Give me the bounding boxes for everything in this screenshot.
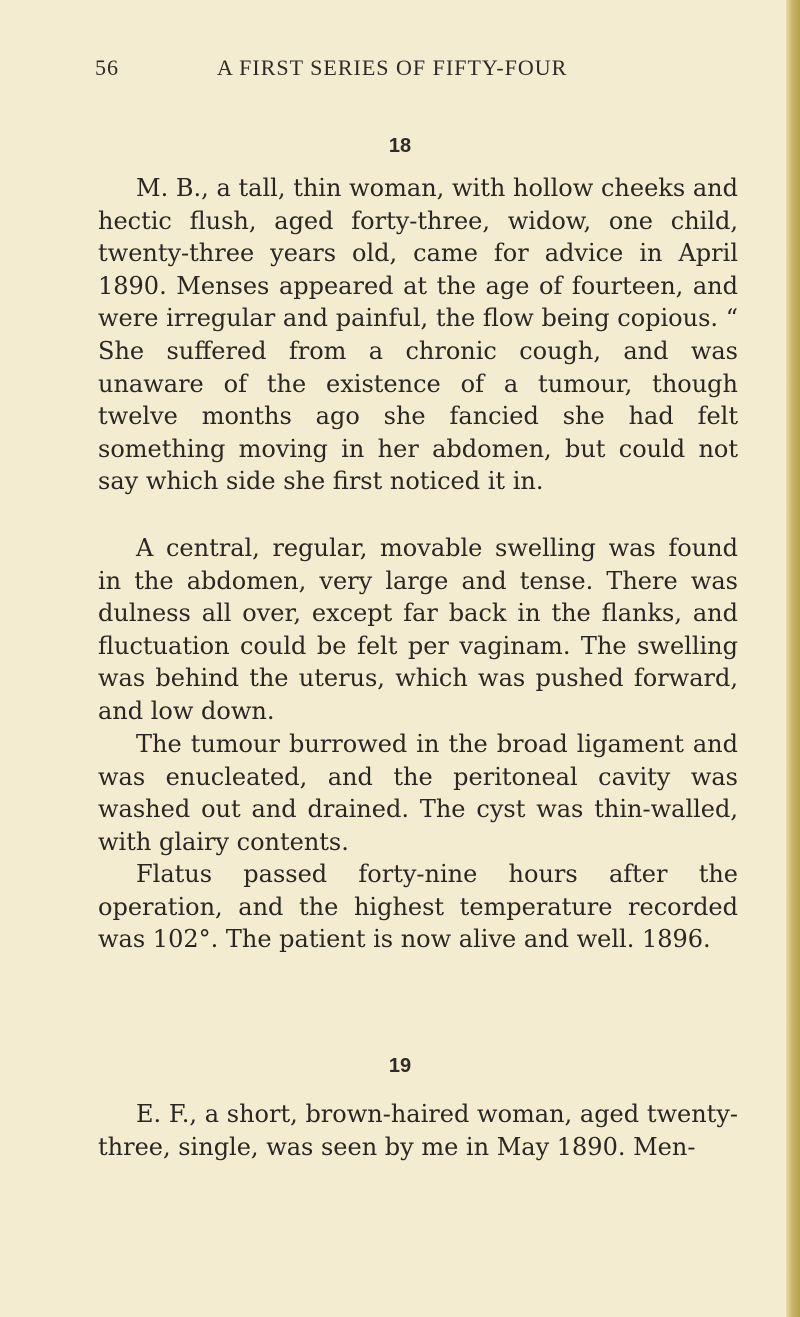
page-edge	[786, 0, 800, 1317]
case-19-paragraph-1: E. F., a short, brown-haired woman, aged twenty-three, single, was seen by me in May 1890. Men-	[98, 1100, 738, 1161]
case-18-paragraph-1: M. B., a tall, thin woman, with hollow cheeks and hectic flush, aged forty-three, widow, one child, twenty-three years old, came for advice in April 1890. Menses appeared at the age of fourteen, and were irregular and painful, the flow being copious. “ She suffered from a chronic cough, and was unaware of the existence of a tumour, though twelve months ago she fancied she had felt something moving in her abdomen, but could not say which side she first noticed it in.	[98, 174, 738, 496]
case-number-19: 19	[388, 1055, 412, 1077]
running-header	[95, 55, 655, 95]
running-title: A FIRST SERIES OF FIFTY-FOUR	[217, 55, 568, 80]
page-number: 56	[95, 55, 119, 80]
case-18-paragraph-3: The tumour burrowed in the broad ligament and was enucleated, and the peritoneal cavity was washed out and drained. The cyst was thin-walled, with glairy contents.	[98, 730, 738, 856]
case-18-paragraph-2: A central, regular, movable swelling was found in the abdomen, very large and tense. There was dulness all over, except far back in the flanks, and fluctuation could be felt per vaginam. The swelling was behind the uterus, which was pushed forward, and low down.	[98, 534, 738, 725]
case-18-paragraph-4: Flatus passed forty-nine hours after the operation, and the highest temperature recorded was 102°. The patient is now alive and well. 1896.	[98, 860, 738, 954]
case-number-18: 18	[388, 135, 412, 157]
